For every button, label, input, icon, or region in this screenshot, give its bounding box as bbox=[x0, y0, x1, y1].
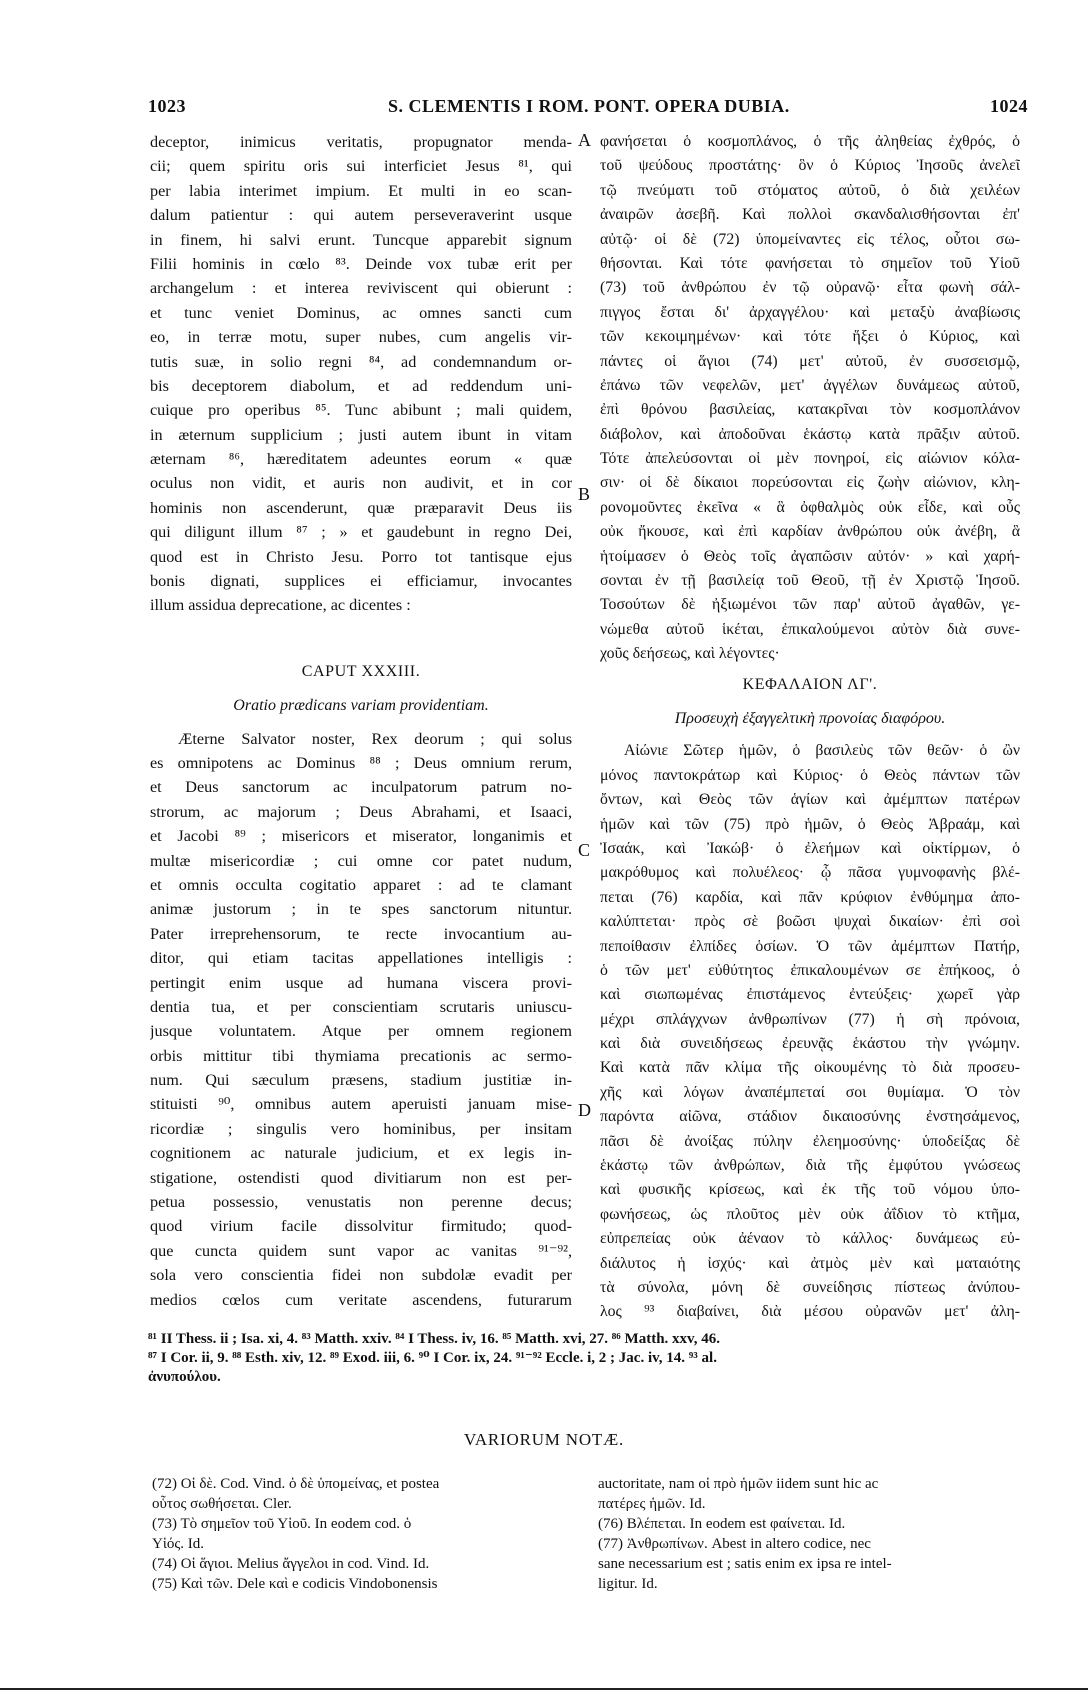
text-line: ἡτοίμασεν ὁ Θεὸς τοῖς ἀγαπῶσιν αὐτόν· » καὶ χαρή- bbox=[600, 547, 1020, 565]
note-line: Υἱός. Id. bbox=[152, 1536, 205, 1552]
marker-b: B bbox=[578, 484, 591, 504]
text-line: Filii hominis in cœlo ⁸³. Deinde vox tubæ erit per bbox=[150, 254, 572, 273]
text-line: in finem, hi salvi erunt. Tuncque apparebit signum bbox=[150, 230, 572, 249]
greek-paragraph-2 bbox=[600, 739, 1020, 1324]
variorum-notes-left bbox=[152, 1474, 572, 1594]
text-line: καὶ σιωπωμένας ἐπιστάμενος ἐντεύξεις· χωρεῖ γὰρ bbox=[600, 986, 1020, 1004]
marker-a: A bbox=[578, 130, 591, 150]
scripture-footnotes bbox=[148, 1330, 1023, 1387]
note-line: πατέρες ἡμῶν. Id. bbox=[598, 1496, 706, 1512]
text-line: et omnis occulta cogitatio apparet : ad te clamant bbox=[150, 875, 572, 894]
text-line: et tunc veniet Dominus, ac omnes sancti cum bbox=[150, 303, 572, 322]
text-line: multæ misericordiæ ; cui omne cor patet nudum, bbox=[150, 851, 572, 870]
text-line: Pater irreprehensorum, te recte invocantium au- bbox=[150, 924, 572, 943]
text-line: archangelum : et interea reviviscent qui obierunt : bbox=[150, 279, 572, 298]
text-line: θήσονται. Καὶ τότε φανήσεται τὸ σημεῖον τοῦ Υἱοῦ bbox=[600, 254, 1020, 272]
text-line: νώμεθα αὐτοῦ ἱκέται, ἐπικαλούμενοι αὐτὸν διὰ συνε- bbox=[600, 620, 1020, 638]
text-line: ditor, qui etiam tacitas appellationes intelligis : bbox=[150, 949, 572, 968]
text-line: cii; quem spiritu oris sui interficiet Jesus ⁸¹, qui bbox=[150, 157, 572, 176]
text-line: καὶ φυσικῆς κρίσεως, καὶ ἐκ τῆς τοῦ νόμου ὑπο- bbox=[600, 1181, 1020, 1199]
text-line: χῆς καὶ λόγων ἀναπέμπεταί σοι θυμίαμα. Ὁ τὸν bbox=[600, 1083, 1020, 1101]
text-line: ἀναιρῶν ἀσεβῆ. Καὶ πολλοὶ σκανδαλισθήσονται ἐπ' bbox=[600, 206, 1020, 224]
text-line: quod virium facile dissolvitur firmitudo; quod- bbox=[150, 1217, 572, 1236]
greek-paragraph-1 bbox=[600, 130, 1020, 667]
text-line: dentia tua, et per conscientiam scrutaris uniuscu- bbox=[150, 997, 572, 1016]
text-line: καὶ διὰ συνειδήσεως ἐρευνᾷς ἑκάστου τὴν γνώμην. bbox=[600, 1035, 1020, 1053]
chapter-subtitle-greek: Προσευχὴ ἐξαγγελτικὴ προνοίας διαφόρου. bbox=[674, 710, 946, 727]
text-line: Αἰώνιε Σῶτερ ἡμῶν, ὁ βασιλεὺς τῶν θεῶν· ὁ ὢν bbox=[624, 742, 1020, 760]
text-line: πεται (76) καρδία, καὶ πᾶν κρύφιον ἐνθύμημα ἀπο- bbox=[600, 888, 1020, 906]
text-line: ρονομοῦντες ἐκεῖνα « ἃ ὀφθαλμὸς οὐκ εἶδε, καὶ οὖς bbox=[600, 498, 1020, 516]
note-line: (75) Καὶ τῶν. Dele καὶ e codicis Vindobonensis bbox=[152, 1576, 438, 1592]
text-line: num. Qui sæculum præsens, stadium justitiæ in- bbox=[150, 1071, 572, 1090]
text-line: petua possessio, venustatis non perenne decus; bbox=[150, 1193, 572, 1212]
running-head bbox=[148, 96, 1028, 120]
footnote-line: ἀνυπούλου. bbox=[148, 1369, 221, 1385]
variorum-notes-right bbox=[598, 1474, 1018, 1594]
text-line: σονται ἐν τῇ βασιλείᾳ τοῦ Θεοῦ, τῇ ἐν Χριστῷ Ἰησοῦ. bbox=[600, 572, 1020, 590]
text-line: ἑκάστῳ τῶν ἀνθρώπων, διὰ τῆς ἐμφύτου γνώσεως bbox=[600, 1157, 1020, 1175]
text-line: hominis non ascenderunt, quæ præparavit Deus iis bbox=[150, 498, 572, 517]
note-line: auctoritate, nam οἱ πρὸ ἡμῶν iidem sunt hic ac bbox=[598, 1476, 879, 1492]
text-line: λος ⁹³ διαβαίνει, διὰ μέσου οὐρανῶν μετ' ἀλη- bbox=[600, 1303, 1020, 1321]
text-line: jusque voluntatem. Atque per omnem regionem bbox=[150, 1022, 572, 1041]
text-line: tutis suæ, in solio regni ⁸⁴, ad condemnandum or- bbox=[150, 352, 572, 371]
chapter-heading-latin: CAPUT XXXIII. bbox=[301, 662, 421, 680]
note-line: (76) Βλέπεται. In eodem est φαίνεται. Id. bbox=[598, 1516, 846, 1532]
running-title: S. CLEMENTIS I ROM. PONT. OPERA DUBIA. bbox=[388, 96, 790, 116]
text-line: bis deceptorem diabolum, et ad reddendum uni- bbox=[150, 376, 572, 395]
page-number-left: 1023 bbox=[148, 96, 186, 116]
text-line: φανήσεται ὁ κοσμοπλάνος, ὁ τῆς ἀληθείας ἐχθρός, ὁ bbox=[600, 133, 1020, 150]
text-line: et Deus sanctorum ac inculpatorum patrum no- bbox=[150, 778, 572, 797]
text-line: orbis mittitur tibi thymiama precationis ac sermo- bbox=[150, 1046, 572, 1065]
text-line: ἐπάνω τῶν νεφελῶν, μετ' ἀγγέλων δυνάμεως αὐτοῦ, bbox=[600, 376, 1020, 394]
text-line: strorum, ac majorum ; Deus Abrahami, et Isaaci, bbox=[150, 802, 572, 821]
text-line: Ἰσαάκ, καὶ Ἰακώβ· ὁ ἐλεήμων καὶ οἰκτίρμων, ὁ bbox=[600, 839, 1020, 857]
note-line: οὗτος σωθήσεται. Cler. bbox=[152, 1496, 292, 1512]
text-line: stigatione, ostendisti quod divitiarum non est per- bbox=[150, 1168, 572, 1187]
text-line: Τότε ἀπελεύσονται οἱ μὲν πονηροί, εἰς αἰώνιον κόλα- bbox=[600, 450, 1020, 468]
note-line: (77) Ἀνθρωπίνων. Abest in altero codice, nec bbox=[598, 1536, 871, 1552]
text-line: ἐπὶ θρόνου βασιλείας, κατακρῖναι τὸν κοσμοπλάνον bbox=[600, 401, 1020, 419]
text-line: καλύπτεται· πρὸς σὲ βοῶσι ψυχαὶ δικαίων· ἐπὶ σοὶ bbox=[600, 913, 1020, 931]
text-line: æternam ⁸⁶, hæreditatem adeuntes eorum « quæ bbox=[150, 450, 572, 469]
text-line: διάλυτος ἡ ἰσχύς· καὶ ἀτμὸς μὲν καὶ ματαιότης bbox=[600, 1254, 1020, 1272]
text-line: animæ justorum ; in te spes sanctorum nituntur. bbox=[150, 900, 572, 919]
text-line: (73) τοῦ ἀνθρώπου ἐν τῷ οὐρανῷ· εἶτα φωνὴ σάλ- bbox=[600, 279, 1020, 297]
text-line: bonis dignati, supplices ei efficiamur, invocantes bbox=[150, 572, 572, 591]
latin-column bbox=[150, 130, 572, 1312]
text-line: τῷ πνεύματι τοῦ στόματος αὐτοῦ, ὁ διὰ χειλέων bbox=[600, 181, 1020, 199]
text-line: πάντες οἱ ἅγιοι (74) μετ' αὐτοῦ, ἐν συσσεισμῷ, bbox=[600, 352, 1020, 370]
text-line: medios cœlos cum veritate ascendens, futurarum bbox=[150, 1290, 572, 1309]
text-line: sola vero conscientia fidei non subdolæ evadit per bbox=[150, 1266, 572, 1285]
text-line: cuique pro operibus ⁸⁵. Tunc abibunt ; mali quidem, bbox=[150, 401, 572, 420]
text-line: σιν· οἱ δὲ δίκαιοι πορεύσονται εἰς ζωὴν αἰώνιον, κλη- bbox=[600, 474, 1020, 492]
text-line: πᾶσι δὲ ἀνοίξας πύλην ἐλεημοσύνης· ὑποδείξας δὲ bbox=[600, 1132, 1020, 1150]
chapter-heading-greek: ΚΕΦΑΛΑΙΟΝ ΛΓ'. bbox=[742, 675, 878, 693]
marker-c: C bbox=[578, 840, 591, 860]
text-line: et Jacobi ⁸⁹ ; misericors et miserator, longanimis et bbox=[150, 827, 572, 846]
note-line: ligitur. Id. bbox=[598, 1576, 658, 1592]
text-line: διάβολον, καὶ ἀποδοῦναι ἑκάστῳ κατὰ πρᾶξιν αὐτοῦ. bbox=[600, 425, 1020, 443]
note-line: (74) Οἱ ἅγιοι. Melius ἄγγελοι in cod. Vind. Id. bbox=[152, 1556, 430, 1572]
text-line: qui diligunt illum ⁸⁷ ; » et gaudebunt in regno Dei, bbox=[150, 523, 572, 542]
text-line: χοῦς δεήσεως, καὶ λέγοντες· bbox=[600, 645, 780, 663]
text-line: oculus non vidit, et auris non audivit, et in cor bbox=[150, 474, 572, 493]
text-line: Τοσούτων δὲ ἠξιωμένοι τῶν παρ' αὐτοῦ ἀγαθῶν, γε- bbox=[600, 596, 1020, 614]
text-line: Æterne Salvator noster, Rex deorum ; qui solus bbox=[178, 729, 572, 748]
variorum-heading: VARIORUM NOTÆ. bbox=[463, 1430, 625, 1449]
text-line: πεποίθασιν ἐλπίδες ὁσίων. Ὁ τῶν ἀμέμπτων Πατήρ, bbox=[600, 937, 1020, 955]
text-line: que cuncta quidem sunt vapor ac vanitas ⁹¹⁻⁹², bbox=[150, 1241, 572, 1260]
text-line: in æternum supplicium ; justi autem ibunt in vitam bbox=[150, 425, 572, 444]
text-line: eo, in terræ motu, super nubes, cum angelis vir- bbox=[150, 328, 572, 347]
text-line: quod est in Christo Jesu. Porro tot tantisque ejus bbox=[150, 547, 572, 566]
text-line: pertingit enim usque ad humana viscera provi- bbox=[150, 973, 572, 992]
text-line: stituisti ⁹⁰, omnibus autem aperuisti januam mise- bbox=[150, 1095, 572, 1114]
text-line: cognitionem ac naturale judicium, et ex legis in- bbox=[150, 1144, 572, 1163]
note-line: (72) Οἱ δὲ. Cod. Vind. ὁ δὲ ὑπομείνας, et postea bbox=[152, 1476, 440, 1492]
latin-paragraph-1 bbox=[150, 130, 572, 618]
text-line: μόνος παντοκράτωρ καὶ Κύριος· ὁ Θεὸς πάντων τῶν bbox=[600, 766, 1020, 784]
text-line: deceptor, inimicus veritatis, propugnator menda- bbox=[150, 133, 572, 151]
text-line: οὐκ ἤκουσε, καὶ ἐπὶ καρδίαν ἀνθρώπου οὐκ ἀνέβη, ἃ bbox=[600, 523, 1020, 541]
latin-paragraph-2 bbox=[150, 727, 572, 1312]
text-line: μέχρι σπλάγχνων ἀνθρωπίνων (77) ἡ σὴ πρόνοια, bbox=[600, 1010, 1020, 1028]
footnote-line: ⁸¹ II Thess. ii ; Isa. xi, 4. ⁸³ Matth. xxiv. ⁸⁴ I Thess. iv, 16. ⁸⁵ Matth. xvi, 27. ⁸⁶ Matth. xxv, 46. bbox=[148, 1331, 720, 1347]
text-line: τοῦ ψεύδους προστάτης· ὃν ὁ Κύριος Ἰησοῦς ἀνελεῖ bbox=[600, 157, 1020, 175]
text-line: ὄντων, καὶ Θεὸς τῶν ἁγίων καὶ ἀμέμπτων πατέρων bbox=[600, 791, 1020, 809]
note-line: (73) Τὸ σημεῖον τοῦ Υἱοῦ. In eodem cod. ὁ bbox=[152, 1516, 412, 1532]
text-line: μακρόθυμος καὶ πολυέλεος· ᾧ πᾶσα γυμνοφανὴς βλέ- bbox=[600, 864, 1020, 882]
text-line: es omnipotens ac Dominus ⁸⁸ ; Deus omnium rerum, bbox=[150, 754, 572, 773]
text-line: dalum patientur : qui autem perseveraverint usque bbox=[150, 206, 572, 225]
text-line: Καὶ κατὰ πᾶν κλίμα τῆς οἰκουμένης τὸ διὰ προσευ- bbox=[600, 1059, 1020, 1077]
text-line: πιγγος ἔσται δι' ἀρχαγγέλου· καὶ μεταξὺ ἀναβίωσις bbox=[600, 303, 1020, 321]
text-line: illum assidua deprecatione, ac dicentes : bbox=[150, 596, 411, 615]
greek-column bbox=[600, 130, 1020, 1325]
text-line: per labia interimet impium. Et multi in eo scan- bbox=[150, 181, 572, 200]
page-number-right: 1024 bbox=[990, 96, 1028, 116]
text-line: αὐτῷ· οἱ δὲ (72) ὑπομείναντες εἰς τέλος, οὗτοι σω- bbox=[600, 230, 1020, 248]
text-line: τῶν κεκοιμημένων· καὶ τότε ἥξει ὁ Κύριος, καὶ bbox=[600, 328, 1020, 346]
text-line: ricordiæ ; singulis vero hominibus, per insitam bbox=[150, 1119, 572, 1138]
text-line: ἡμῶν καὶ τῶν (75) πρὸ ἡμῶν, ὁ Θεὸς Ἀβραάμ, καὶ bbox=[600, 815, 1020, 833]
chapter-subtitle-latin: Oratio prædicans variam providentiam. bbox=[233, 697, 489, 715]
footnote-line: ⁸⁷ I Cor. ii, 9. ⁸⁸ Esth. xiv, 12. ⁸⁹ Exod. iii, 6. ⁹⁰ I Cor. ix, 24. ⁹¹⁻⁹² Eccle. i, 2 ; Jac. iv, 14. ⁹³ al. bbox=[148, 1350, 717, 1366]
bottom-rule bbox=[0, 1688, 1088, 1690]
note-line: sane necessarium est ; satis enim ex ipsa re intel- bbox=[598, 1556, 892, 1572]
marker-d: D bbox=[578, 1100, 591, 1120]
text-line: τὰ σύνολα, μόνη δὲ συνείδησις πίστεως ἀνύπου- bbox=[600, 1279, 1020, 1296]
text-line: παρόντα αἰῶνα, στάδιον δικαιοσύνης ἐνστησάμενος, bbox=[600, 1108, 1020, 1126]
text-line: εὐπρεπείας οὐκ ἀέναον τὸ κάλλος· δυνάμεως εὐ- bbox=[600, 1230, 1020, 1248]
text-line: φωνήσεως, ὡς πλοῦτος μὲν οὐκ ἀΐδιον τὸ κτῆμα, bbox=[600, 1205, 1020, 1223]
text-line: ὁ τῶν μετ' εὐθύτητος ἐπικαλουμένων σε ἐπήκοος, ὁ bbox=[600, 961, 1020, 979]
